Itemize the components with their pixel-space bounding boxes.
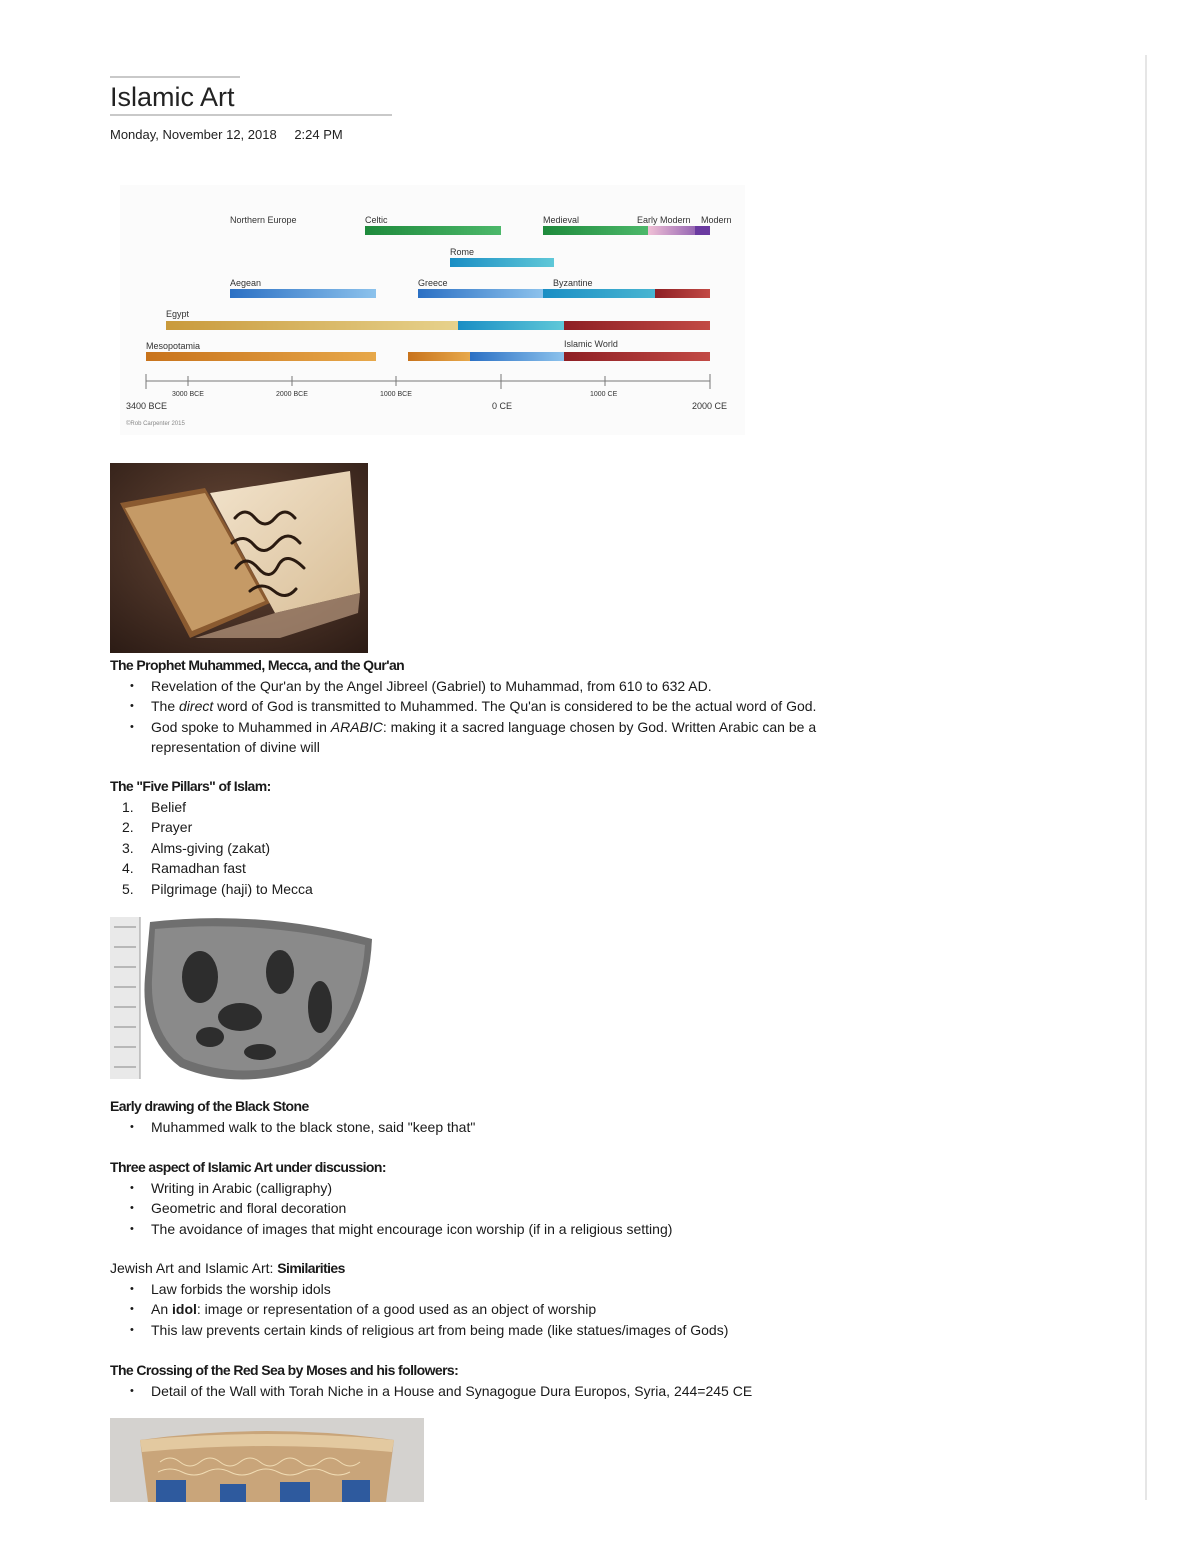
time-text: 2:24 PM [294,127,343,142]
quran-manuscript-photo [110,463,368,653]
list-item [110,1219,810,1240]
emphasis-text: ARABIC [330,718,383,735]
section-heading: The Prophet Muhammed, Mecca, and the Qur'an [110,657,405,673]
bold-text: idol [172,1301,197,1317]
list-item [110,1299,830,1320]
timeline-credit: ©Rob Carpenter 2015 [126,421,185,427]
page-date [110,127,343,142]
timeline-bar-aegean [230,289,376,298]
timeline-bar-egypt-islamic [564,321,710,330]
heading-plain-text: Jewish Art and Islamic Art: [110,1260,278,1276]
list-number: 1. [122,798,134,815]
page-title[interactable]: Islamic Art [110,82,235,112]
list-number: 3. [122,839,134,856]
section-heading [110,1258,830,1279]
timeline-label-medieval: Medieval [543,215,580,225]
timeline-bar-modern [695,226,710,235]
timeline-bar-egypt-roman [458,321,564,330]
list-item [110,676,910,697]
list-item-text: The [151,698,180,714]
timeline-axis-label: 3000 BCE [172,391,204,398]
section-three-aspects [110,1157,810,1239]
list-item [110,1117,710,1138]
timeline-bar-egypt [166,321,458,330]
list-item-text: An [151,1301,173,1317]
list-number: 2. [122,819,134,835]
list-item-text: This law prevents certain kinds of religious art from being made (like statues/images of Gods) [151,1321,729,1338]
timeline-axis-label: 3400 BCE [126,401,168,411]
list-item-text: Revelation of the Qur'an by the Angel Jibreel (Gabriel) to Muhammad, from 610 to 632 AD. [151,677,712,694]
list-item [110,1279,830,1300]
list-item [110,717,871,758]
bullet-list [110,1381,830,1402]
glass-vessel-photo [110,1418,424,1502]
art-timeline-image [120,185,745,435]
timeline-svg [120,185,745,435]
list-item-text: Detail of the Wall with Torah Niche in a House and Synagogue Dura Europos, Syria, 244=245 CE [151,1382,753,1399]
timeline-label-byzantine: Byzantine [553,278,593,288]
vessel-photo-svg [110,1418,424,1502]
black-stone-svg [110,917,375,1089]
list-item-text: : making it a sacred language chosen by God. Written Arabic can be a representation of divine will [151,718,817,755]
timeline-label-egypt: Egypt [166,309,190,319]
section-heading: The "Five Pillars" of Islam: [110,778,271,794]
bullet-list [110,1178,810,1240]
list-item-text: Pilgrimage (haji) to Mecca [151,880,313,897]
quran-photo-svg [110,463,368,653]
list-item [110,1381,830,1402]
list-item-text: Geometric and floral decoration [151,1200,347,1216]
page-edge-rule [1145,55,1147,1500]
list-item-text: The avoidance of images that might encourage icon worship (if in a religious setting) [151,1220,673,1237]
bullet-list [110,1279,830,1341]
section-heading: Three aspect of Islamic Art under discussion: [110,1159,386,1175]
title-bottom-rule [110,114,392,116]
list-item [110,1178,810,1199]
list-item [110,797,710,818]
list-number: 4. [122,860,134,876]
list-item [110,696,910,717]
list-item-text: Muhammed walk to the black stone, said "keep that" [151,1118,476,1135]
list-item-text: word of God is transmitted to Muhammed. The Qu'an is considered to be the actual word of God. [213,698,817,714]
bullet-list [110,676,910,758]
timeline-label-rome: Rome [450,247,475,257]
title-top-rule [110,76,240,78]
list-item-text: Law forbids the worship idols [151,1280,331,1297]
list-item [110,838,710,859]
timeline-axis-label: 1000 BCE [380,391,412,398]
list-item [110,1320,830,1341]
section-similarities [110,1258,830,1340]
list-item-text: Alms-giving (zakat) [151,839,271,856]
list-item-text: God spoke to Muhammed in [151,718,331,735]
timeline-bar-islamic-world [564,352,710,361]
timeline-bar-mesopotamia [146,352,376,361]
timeline-bar-medieval [543,226,648,235]
timeline-bar-celtic [365,226,501,235]
emphasis-text: direct [179,698,214,714]
heading-bold-text: Similarities [277,1260,345,1276]
date-text: Monday, November 12, 2018 [110,127,277,142]
timeline-label-modern: Modern [701,215,732,225]
timeline-label-celtic: Celtic [365,215,388,225]
section-heading: Early drawing of the Black Stone [110,1098,309,1114]
list-item-text: Belief [151,798,187,815]
section-five-pillars [110,776,710,899]
timeline-bar-rome [450,258,554,267]
list-number: 5. [122,880,134,897]
timeline-label-greece: Greece [418,278,448,288]
timeline-bar-greece [418,289,543,298]
list-item-text: : image or representation of a good used as an object of worship [196,1301,597,1317]
section-prophet [110,655,910,758]
timeline-label-islamic-world: Islamic World [564,339,618,349]
list-item [110,879,710,900]
timeline-bar-mesopotamia-late [408,352,470,361]
timeline-label-mesopotamia: Mesopotamia [146,341,201,351]
timeline-label-early-modern: Early Modern [637,215,691,225]
list-item-text: Ramadhan fast [151,860,246,876]
numbered-list [110,797,710,900]
timeline-bar-persia [470,352,564,361]
list-item [110,817,710,838]
bullet-list [110,1117,710,1138]
section-red-sea [110,1360,830,1401]
list-item [110,1198,810,1219]
list-item-text: Prayer [151,819,193,835]
timeline-axis-label: 2000 BCE [276,391,308,398]
section-heading: The Crossing of the Red Sea by Moses and his followers: [110,1362,459,1378]
timeline-axis-label: 1000 CE [590,391,618,398]
section-black-stone [110,1096,710,1137]
list-item [110,858,710,879]
timeline-label-aegean: Aegean [230,278,262,288]
black-stone-drawing [110,917,375,1089]
timeline-label-northern-europe: Northern Europe [230,215,297,225]
timeline-bar-byzantine-late [655,289,710,298]
list-item-text: Writing in Arabic (calligraphy) [151,1179,333,1196]
timeline-axis-label: 2000 CE [692,401,728,411]
timeline-axis-label: 0 CE [492,401,513,411]
